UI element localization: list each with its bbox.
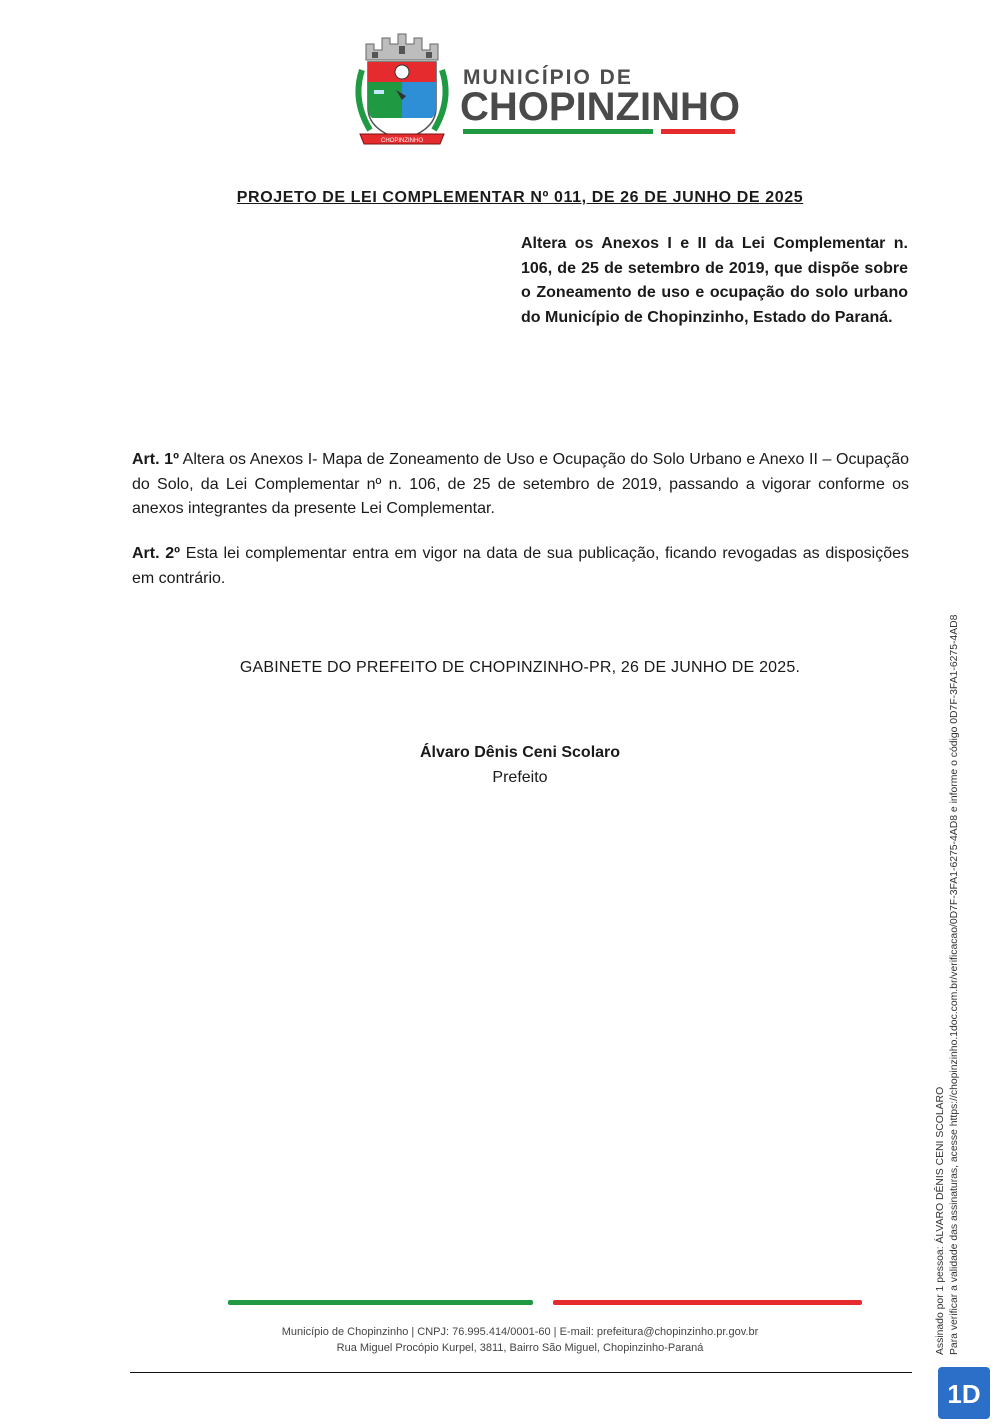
red-stripe	[661, 129, 735, 134]
document-title-text: PROJETO DE LEI COMPLEMENTAR Nº 011, DE 26 DE JUNHO DE 2025	[236, 189, 804, 206]
footer-address: Rua Miguel Procópio Kurpel, 3811, Bairro São Miguel, Chopinzinho-Paraná	[336, 1342, 704, 1354]
article-label: Art. 2º	[132, 545, 181, 562]
svg-text:CHOPINZINHO: CHOPINZINHO	[381, 138, 423, 144]
coat-of-arms-icon	[352, 30, 452, 152]
footer-color-stripes	[228, 1300, 862, 1306]
article-label: Art. 1º	[132, 451, 179, 468]
municipality-logo	[352, 30, 742, 155]
green-stripe	[463, 129, 653, 134]
article-text: Altera os Anexos I- Mapa de Zoneamento de Uso e Ocupação do Solo Urbano e Anexo II – Ocupação do Solo, da Lei Complementar nº n. 106, de 25 de setembro de 2019, passando a vigorar conforme os anexos integrantes da presente Lei Complementar.	[132, 451, 909, 517]
signature-note-line1: Assinado por 1 pessoa: ÁLVARO DÊNIS CENI SCOLARO	[935, 1086, 946, 1355]
municipality-label: MUNICÍPIO DE	[463, 66, 633, 89]
logo-color-stripe	[463, 129, 735, 134]
gabinete-line: GABINETE DO PREFEITO DE CHOPINZINHO-PR, 26 DE JUNHO DE 2025.	[239, 659, 801, 676]
1doc-badge-icon	[938, 1367, 990, 1419]
document-summary: Altera os Anexos I e II da Lei Complementar n. 106, de 25 de setembro de 2019, que dispõe sobre o Zoneamento de uso e ocupação do solo urbano do Município de Chopinzinho, Estado do Paraná.	[521, 235, 908, 327]
signer-name: Álvaro Dênis Ceni Scolaro	[419, 744, 621, 761]
footer-green-stripe	[228, 1300, 533, 1305]
footer-red-stripe	[553, 1300, 862, 1305]
signer-role: Prefeito	[492, 769, 548, 786]
article-2	[132, 542, 909, 591]
municipality-name: CHOPINZINHO	[460, 85, 740, 129]
badge-label: 1D	[947, 1379, 981, 1409]
article-1	[132, 448, 909, 522]
signature-verification-note	[934, 435, 962, 1355]
article-text: Esta lei complementar entra em vigor na data de sua publicação, ficando revogadas as disposições em contrário.	[132, 545, 909, 587]
document-title	[120, 189, 920, 207]
signature-note-line2: Para verificar a validade das assinaturas, acesse https://chopinzinho.1doc.com.br/verificacao/0D7F-3FA1-6275-4AD8 e informe o código 0D7F-3FA1-6275-4AD8	[949, 614, 960, 1355]
bottom-divider	[130, 1372, 912, 1373]
footer-contact: Município de Chopinzinho | CNPJ: 76.995.414/0001-60 | E-mail: prefeitura@chopinzinho.pr.gov.br	[281, 1326, 759, 1338]
